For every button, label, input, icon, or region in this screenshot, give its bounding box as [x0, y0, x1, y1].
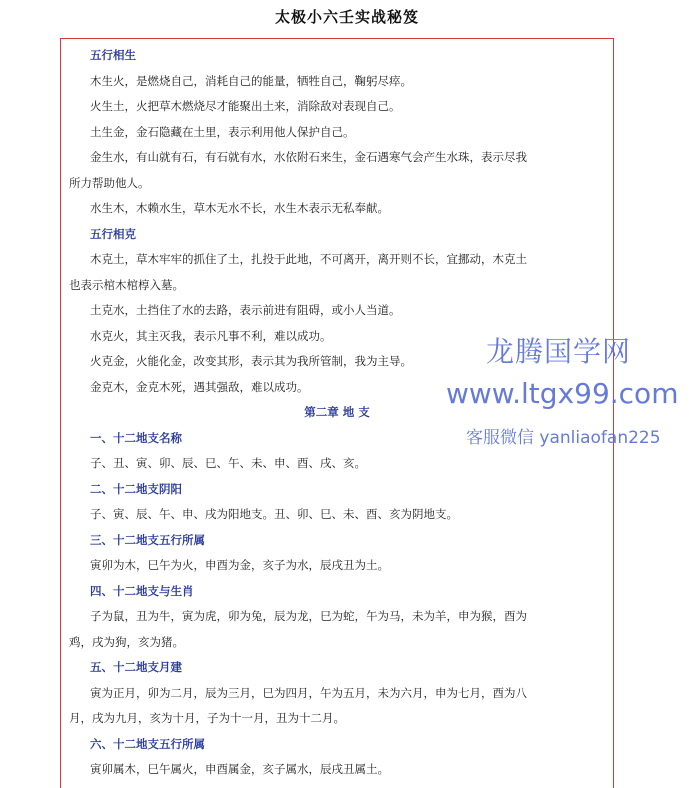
paragraph-continuation: 月，戌为九月，亥为十月，子为十一月，丑为十二月。 — [69, 711, 345, 725]
section-heading: 三、十二地支五行所属 — [90, 532, 205, 547]
paragraph-line: 子、寅、辰、午、申、戌为阳地支。丑、卯、巳、未、酉、亥为阴地支。 — [90, 507, 458, 521]
paragraph-line: 金克木，金克木死，遇其强敌，难以成功。 — [90, 379, 309, 394]
paragraph-line: 子为鼠，丑为牛，寅为虎，卯为兔，辰为龙，巳为蛇，午为马，未为羊，申为猴，酉为 — [90, 609, 527, 623]
paragraph-line: 寅为正月，卯为二月，辰为三月，巳为四月，午为五月，未为六月，申为七月，酉为八 — [90, 685, 527, 700]
page-title: 太极小六壬实战秘笈 — [274, 8, 419, 26]
paragraph-line: 水克火，其主灭我，表示凡事不利，难以成功。 — [90, 328, 332, 343]
section-heading: 四、十二地支与生肖 — [90, 583, 194, 598]
paragraph-line: 火生土，火把草木燃烧尽才能聚出土来，消除敌对表现自己。 — [90, 99, 401, 113]
section-heading: 六、十二地支五行所属 — [90, 736, 205, 751]
paragraph-line: 寅卯属木，巳午属火，申酉属金，亥子属水，辰戌丑属土。 — [90, 762, 389, 776]
paragraph-line: 寅卯为木，巳午为火，申酉为金，亥子为水，辰戌丑为土。 — [90, 558, 389, 572]
watermark-contact: 客服微信 yanliaofan225 — [466, 428, 661, 448]
document-content-frame — [60, 38, 614, 788]
paragraph-continuation: 所力帮助他人。 — [69, 175, 150, 190]
paragraph-line: 金生水，有山就有石，有石就有水，水依附石来生，金石遇寒气会产生水珠，表示尽我 — [90, 150, 527, 164]
paragraph-line: 木生火，是燃烧自己，消耗自己的能量，牺牲自己，鞠躬尽瘁。 — [90, 73, 412, 88]
section-heading: 五、十二地支月建 — [90, 660, 182, 674]
paragraph-line: 火克金，火能化金，改变其形，表示其为我所管制，我为主导。 — [90, 354, 412, 368]
paragraph-continuation: 鸡，戌为狗，亥为猪。 — [69, 634, 184, 649]
section-heading: 一、十二地支名称 — [90, 430, 182, 445]
paragraph-line: 子、丑、寅、卯、辰、巳、午、未、申、酉、戌、亥。 — [90, 456, 366, 470]
paragraph-continuation: 也表示棺木棺椁入墓。 — [69, 277, 184, 292]
watermark-url: www.ltgx99.com — [446, 377, 679, 410]
chapter-title: 第二章 地 支 — [304, 405, 370, 419]
watermark-site-name: 龙腾国学网 — [486, 335, 632, 368]
section-heading: 五行相克 — [90, 226, 136, 241]
paragraph-line: 土生金，金石隐藏在土里，表示利用他人保护自己。 — [90, 124, 355, 139]
paragraph-line: 水生木，木赖水生，草木无水不长，水生木表示无私奉献。 — [90, 201, 389, 215]
paragraph-line: 土克水，土挡住了水的去路，表示前进有阻碍，或小人当道。 — [90, 303, 401, 317]
paragraph-line: 木克土，草木牢牢的抓住了土，扎投于此地，不可离开，离开则不长，宜挪动，木克土 — [90, 252, 527, 266]
section-heading: 五行相生 — [90, 48, 136, 62]
section-heading: 二、十二地支阴阳 — [90, 481, 182, 496]
